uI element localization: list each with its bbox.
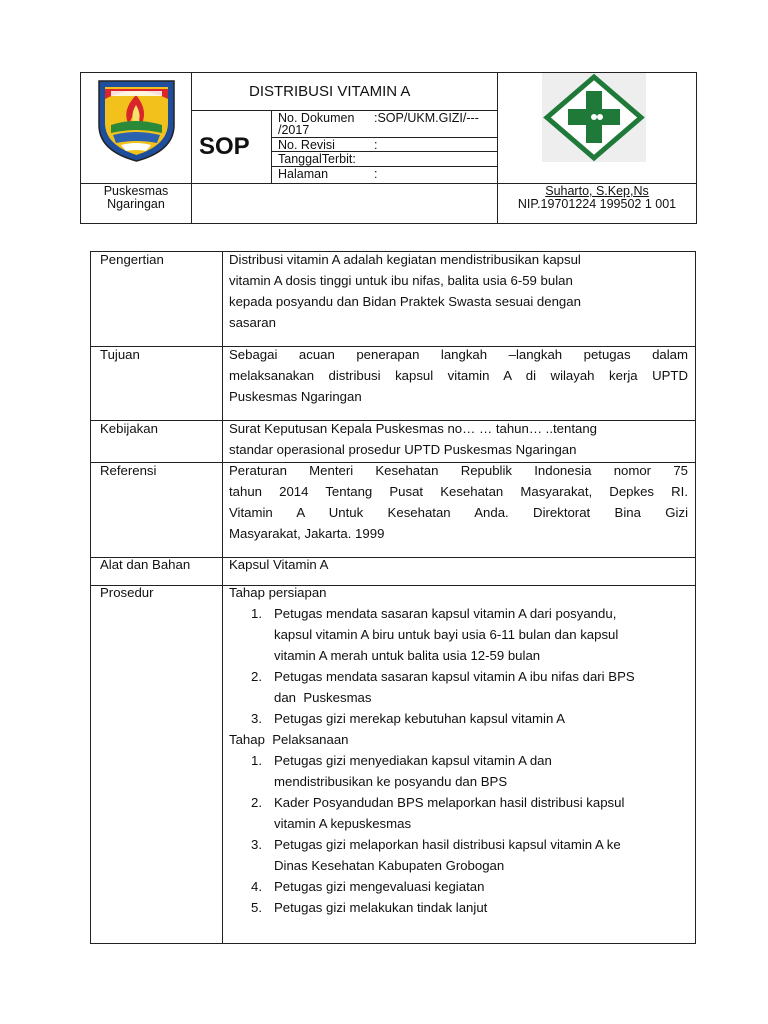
step-number: 3. xyxy=(251,837,262,852)
document-title: DISTRIBUSI VITAMIN A xyxy=(249,83,411,100)
section-alat-bahan-content: Kapsul Vitamin A xyxy=(229,557,329,572)
stage-steps-persiapan xyxy=(229,603,689,729)
referensi-line: tahun 2014 Tentang Pusat Kesehatan Masyarakat, Depkes RI. xyxy=(229,484,688,499)
step-line: Petugas gizi melaporkan hasil distribusi kapsul vitamin A ke xyxy=(274,837,621,852)
step-line: Kader Posyandudan BPS melaporkan hasil distribusi kapsul xyxy=(274,795,625,810)
stage-steps-pelaksanaan xyxy=(229,750,689,918)
section-referensi-content xyxy=(229,460,688,544)
pengertian-line: sasaran xyxy=(229,315,276,330)
step-line: vitamin A merah untuk balita usia 12-59 bulan xyxy=(274,648,541,663)
pengertian-line: Distribusi vitamin A adalah kegiatan mendistribusikan kapsul xyxy=(229,252,581,267)
procedure-step xyxy=(229,603,689,666)
procedure-step xyxy=(229,666,689,708)
section-tujuan-content xyxy=(229,344,688,407)
referensi-line: Masyarakat, Jakarta. 1999 xyxy=(229,526,385,541)
step-number: 5. xyxy=(251,900,262,915)
pengertian-line: kepada posyandu dan Bidan Praktek Swasta sesuai dengan xyxy=(229,294,581,309)
section-label-prosedur: Prosedur xyxy=(100,585,154,600)
step-line: kapsul vitamin A biru untuk bayi usia 6-11 bulan dan kapsul xyxy=(274,627,619,642)
field-issue-date-label: TanggalTerbit: xyxy=(278,152,356,166)
health-cross-logo xyxy=(542,73,646,162)
procedure-step xyxy=(229,792,689,834)
field-revision-label: No. Revisi xyxy=(278,138,335,152)
step-number: 1. xyxy=(251,606,262,621)
step-line: Petugas gizi melakukan tindak lanjut xyxy=(274,900,488,915)
kebijakan-line: standar operasional prosedur UPTD Puskesmas Ngaringan xyxy=(229,442,577,457)
step-line: vitamin A kepuskesmas xyxy=(274,816,412,831)
section-label-kebijakan: Kebijakan xyxy=(100,421,158,436)
section-label-pengertian: Pengertian xyxy=(100,252,164,267)
signer-name: Suharto, S.Kep,Ns xyxy=(545,184,649,198)
stage-title: Tahap persiapan xyxy=(229,585,327,600)
step-number: 4. xyxy=(251,879,262,894)
section-kebijakan-content xyxy=(229,418,689,460)
step-line: Petugas mendata sasaran kapsul vitamin A ibu nifas dari BPS xyxy=(274,669,635,684)
tujuan-line: Sebagai acuan penerapan langkah –langkah petugas dalam xyxy=(229,347,688,362)
field-page-value: : xyxy=(374,167,378,181)
step-line: Petugas gizi menyediakan kapsul vitamin A dan xyxy=(274,753,552,768)
step-line: Petugas mendata sasaran kapsul vitamin A dari posyandu, xyxy=(274,606,617,621)
tujuan-line: Puskesmas Ngaringan xyxy=(229,389,362,404)
step-line: Dinas Kesehatan Kabupaten Grobogan xyxy=(274,858,505,873)
section-label-tujuan: Tujuan xyxy=(100,347,140,362)
section-pengertian-content xyxy=(229,249,689,333)
step-number: 1. xyxy=(251,753,262,768)
procedure-step xyxy=(229,834,689,876)
org-name-line2: Ngaringan xyxy=(107,197,165,211)
step-line: Petugas gizi merekap kebutuhan kapsul vitamin A xyxy=(274,711,566,726)
procedure-step xyxy=(229,897,689,918)
step-line: dan Puskesmas xyxy=(274,690,372,705)
section-prosedur-content xyxy=(229,582,689,918)
signer-nip: NIP.19701224 199502 1 001 xyxy=(517,197,677,211)
pengertian-line: vitamin A dosis tinggi untuk ibu nifas, balita usia 6-59 bulan xyxy=(229,273,573,288)
field-document-no-value: :SOP/UKM.GIZI/--- xyxy=(374,111,479,125)
step-number: 3. xyxy=(251,711,262,726)
section-label-referensi: Referensi xyxy=(100,463,157,478)
step-number: 2. xyxy=(251,669,262,684)
regency-logo xyxy=(91,73,182,163)
field-document-no-value-cont: /2017 xyxy=(278,123,310,137)
org-name-line1: Puskesmas xyxy=(103,184,169,198)
tujuan-line: melaksanakan distribusi kapsul vitamin A di wilayah kerja UPTD xyxy=(229,368,688,383)
sop-label: SOP xyxy=(199,133,250,160)
step-number: 2. xyxy=(251,795,262,810)
section-label-alat-bahan: Alat dan Bahan xyxy=(100,557,191,572)
field-revision-value: : xyxy=(374,138,378,152)
procedure-step xyxy=(229,876,689,897)
procedure-step xyxy=(229,708,689,729)
step-line: mendistribusikan ke posyandu dan BPS xyxy=(274,774,508,789)
field-page-label: Halaman xyxy=(278,167,329,181)
step-line: Petugas gizi mengevaluasi kegiatan xyxy=(274,879,485,894)
field-document-no-label: No. Dokumen xyxy=(278,111,355,125)
stage-title: Tahap Pelaksanaan xyxy=(229,732,349,747)
kebijakan-line: Surat Keputusan Kepala Puskesmas no… … tahun… ..tentang xyxy=(229,421,598,436)
procedure-step xyxy=(229,750,689,792)
referensi-line: Peraturan Menteri Kesehatan Republik Indonesia nomor 75 xyxy=(229,463,688,478)
referensi-line: Vitamin A Untuk Kesehatan Anda. Direktorat Bina Gizi xyxy=(229,505,688,520)
